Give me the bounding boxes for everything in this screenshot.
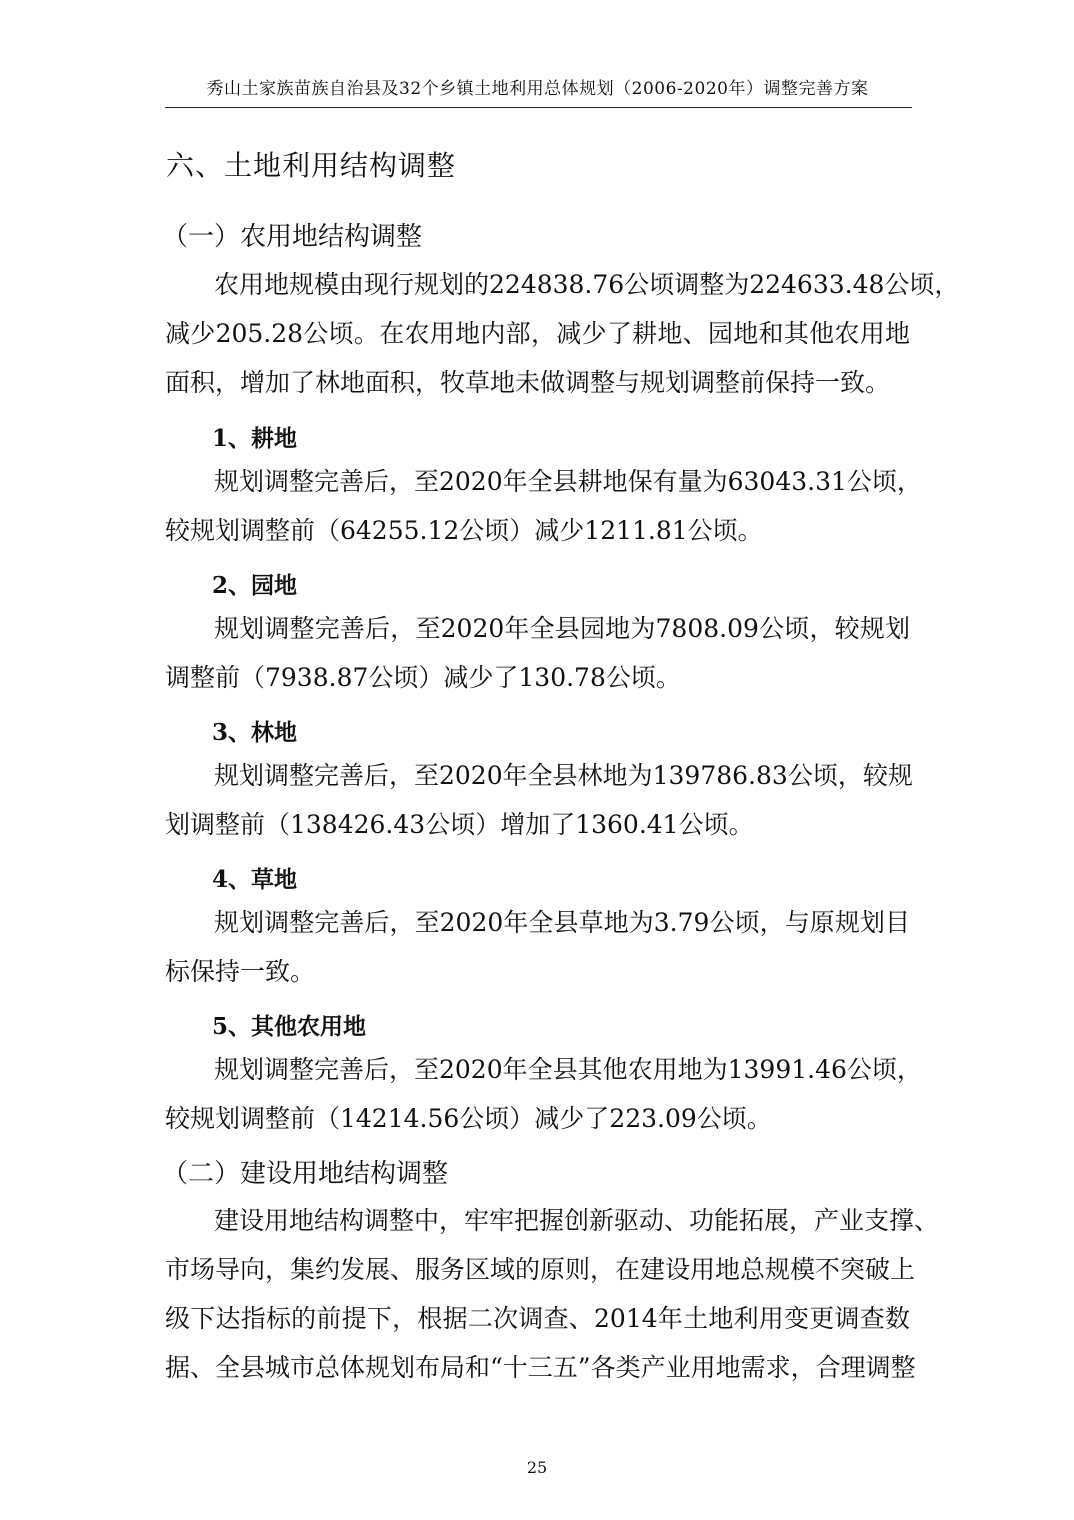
page-number: 25 <box>526 1458 548 1477</box>
subheading-grassland: 4、草地 <box>212 866 298 893</box>
paragraph-line: 建设用地结构调整中，牢牢把握创新驱动、功能拓展，产业支撑、 <box>214 1206 940 1235</box>
paragraph-line: 规划调整完善后，至2020年全县其他农用地为13991.46公顷， <box>214 1055 922 1084</box>
paragraph-line: 级下达指标的前提下，根据二次调查、2014年土地利用变更调查数 <box>165 1304 910 1333</box>
paragraph-line: 市场导向，集约发展、服务区域的原则，在建设用地总规模不突破上 <box>165 1255 916 1284</box>
chapter-title: 六、土地利用结构调整 <box>166 149 457 182</box>
paragraph-line: 调整前（7938.87公顷）减少了130.78公顷。 <box>165 663 681 692</box>
subheading-other-agricultural-land: 5、其他农用地 <box>212 1013 367 1040</box>
running-header: 秀山土家族苗族自治县及32个乡镇土地利用总体规划（2006-2020年）调整完善方案 <box>206 79 869 99</box>
subheading-forest-land: 3、林地 <box>212 719 298 746</box>
paragraph-line: 较规划调整前（14214.56公顷）减少了223.09公顷。 <box>165 1104 772 1133</box>
paragraph-line: 据、全县城市总体规划布局和“十三五”各类产业用地需求，合理调整 <box>165 1353 916 1382</box>
section-title-construction-land: （二）建设用地结构调整 <box>162 1159 449 1189</box>
paragraph-line: 面积，增加了林地面积，牧草地未做调整与规划调整前保持一致。 <box>165 368 891 397</box>
paragraph-line: 标保持一致。 <box>165 957 316 986</box>
paragraph-line: 规划调整完善后，至2020年全县草地为3.79公顷，与原规划目 <box>214 908 910 937</box>
paragraph-line: 规划调整完善后，至2020年全县耕地保有量为63043.31公顷， <box>214 467 922 496</box>
paragraph-line: 减少205.28公顷。在农用地内部，减少了耕地、园地和其他农用地 <box>165 319 910 348</box>
subheading-cultivated-land: 1、耕地 <box>212 425 298 452</box>
paragraph-line: 划调整前（138426.43公顷）增加了1360.41公顷。 <box>165 810 754 839</box>
paragraph-line: 农用地规模由现行规划的224838.76公顷调整为224633.48公顷， <box>214 270 960 299</box>
header-divider <box>165 107 912 108</box>
paragraph-line: 较规划调整前（64255.12公顷）减少1211.81公顷。 <box>165 516 763 545</box>
subheading-garden-land: 2、园地 <box>212 572 298 599</box>
section-title-agricultural-land: （一）农用地结构调整 <box>162 222 423 252</box>
paragraph-line: 规划调整完善后，至2020年全县园地为7808.09公顷，较规划 <box>214 614 910 643</box>
paragraph-line: 规划调整完善后，至2020年全县林地为139786.83公顷，较规 <box>214 761 913 790</box>
